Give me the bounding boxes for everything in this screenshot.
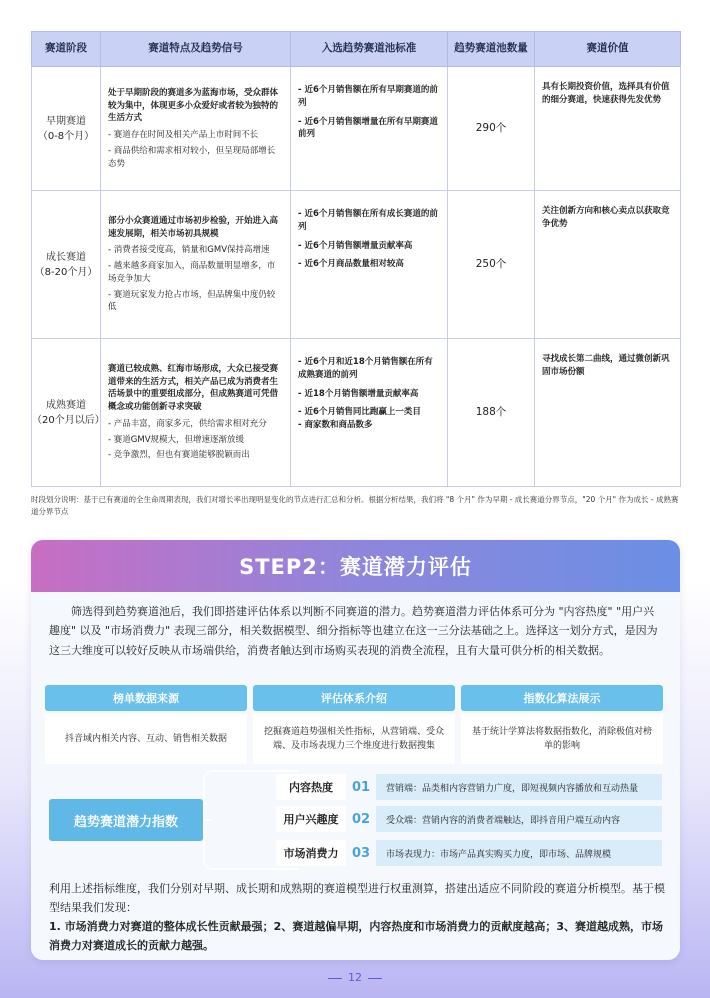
- value-cell: 关注创新方向和核心卖点以获取竞争优势: [535, 191, 681, 339]
- criteria-point: - 近6个月商品数量相对较高: [298, 259, 404, 270]
- index-name: 市场消费力: [276, 840, 346, 866]
- page-number-text: 12: [348, 971, 362, 984]
- stage-cell: [32, 191, 101, 339]
- page-dash-right: [368, 978, 382, 979]
- table-header: 趋势赛道池数量: [448, 32, 535, 67]
- pill-title: 榜单数据来源: [45, 685, 247, 711]
- table-header: 入选趋势赛道池标准: [291, 32, 448, 67]
- table-row: [32, 339, 681, 487]
- feature-point: - 赛道存在时间及相关产品上市时间不长: [108, 130, 259, 140]
- pill-body: 挖掘赛道趋势强相关性指标，从营销端、受众端、及市场表现力三个维度进行数据搜集: [253, 714, 455, 764]
- index-item: [276, 806, 662, 832]
- feature-cell: [101, 67, 291, 191]
- feature-lead: 部分小众赛道通过市场初步检验，开始进入高速发展期，相关市场初具规模: [108, 215, 279, 239]
- criteria-point: - 近6个月销售额在所有成长赛道的前列: [298, 209, 438, 232]
- feature-lead: 赛道已较成熟、红海市场形成，大众已接受赛道带来的生活方式，相关产品已成为消费者生活场景中的重要组成部分，但成熟赛道可凭借概念或功能创新寻求突破: [108, 363, 279, 413]
- feature-point: - 赛道玩家发力抢占市场，但品牌集中度仍较低: [108, 289, 276, 313]
- table-row: [32, 67, 681, 191]
- feature-point: - 赛道GMV规模大，但增速逐渐放缓: [108, 434, 245, 445]
- feature-point: - 越来越多商家加入，商品数量明显增多，市场竞争加大: [108, 261, 276, 284]
- step2-intro: 筛选得到趋势赛道池后，我们即搭建评估体系以判断不同赛道的潜力。趋势赛道潜力评估体系可分为 "内容热度" "用户兴趣度" 以及 "市场消费力" 表现三部分，相关数据模型、细分指标等也建立在这一三分法基础之上。选择这一划分方式，是因为这三大维度可以较好反映从市场端供给，消费者触达到市场购买表现的消费全流程，且有大量可供分析的相关数据。: [49, 605, 658, 657]
- index-number: 02: [351, 811, 371, 827]
- pill-title: 评估体系介绍: [253, 685, 455, 711]
- pill-title: 指数化算法展示: [461, 685, 663, 711]
- stage-range: （0-8个月）: [37, 130, 95, 142]
- table-header: 赛道特点及趋势信号: [101, 32, 291, 67]
- feature-point: - 商品供给和需求相对较小，但呈现局部增长态势: [108, 145, 276, 169]
- feature-lead: 处于早期阶段的赛道多为蓝海市场，受众群体较为集中，体现更多小众爱好或者较为独特的生活方式: [108, 87, 279, 124]
- criteria-cell: [291, 339, 448, 487]
- stage-range: （8-20个月）: [34, 266, 98, 278]
- value-cell: 具有长期投资价值，选择具有价值的细分赛道，快速获得先发优势: [535, 67, 681, 191]
- pill-body: 抖音域内相关内容、互动、销售相关数据: [45, 714, 247, 764]
- criteria-point: - 近6个月销售额增量贡献率高: [298, 240, 413, 251]
- criteria-point: - 近6个月销售额增量在所有早期赛道前列: [298, 116, 438, 140]
- info-pills: [45, 685, 663, 764]
- criteria-point: - 近6个月销售同比跑赢上一类目 - 商家数和商品数多: [298, 407, 421, 430]
- count-cell: 250个: [448, 191, 535, 339]
- feature-cell: [101, 339, 291, 487]
- criteria-cell: [291, 67, 448, 191]
- step2-conclusion: [49, 880, 669, 956]
- info-pill: [253, 685, 455, 764]
- criteria-cell: [291, 191, 448, 339]
- track-stage-table: [31, 31, 681, 487]
- criteria-point: - 近6个月和近18个月销售额在所有成熟赛道的前列: [298, 357, 433, 380]
- potential-index-label: 趋势赛道潜力指数: [49, 799, 203, 841]
- conclusion-findings: 1. 市场消费力对赛道的整体成长性贡献最强；2、赛道越偏早期，内容热度和市场消费力的贡献度越高；3、赛道越成熟，市场消费力对赛道成长的贡献力越强。: [49, 919, 663, 952]
- stage-range: （20个月以后）: [32, 414, 105, 426]
- index-name: 内容热度: [276, 774, 346, 800]
- step2-title: STEP2：赛道潜力评估: [31, 540, 680, 592]
- feature-point: - 消费者接受度高，销量和GMV保持高增速: [108, 245, 270, 256]
- feature-point: - 竞争激烈，但也有赛道能够脱颖而出: [108, 450, 250, 461]
- value-cell: 寻找成长第二曲线，通过微创新巩固市场份额: [535, 339, 681, 487]
- table-header: 赛道阶段: [32, 32, 101, 67]
- table-header-row: [32, 32, 681, 67]
- criteria-point: - 近6个月销售额在所有早期赛道的前列: [298, 85, 438, 108]
- period-note: 时段划分说明：基于已有赛道的全生命周期表现，我们对增长率出现明显变化的节点进行汇总和分析。根据分析结果，我们将 "8 个月" 作为早期 - 成长赛道分界节点，"20 个月" 作为成长 - 成熟赛道分界节点: [31, 495, 679, 516]
- feature-point: - 产品丰富，商家多元，供给需求相对充分: [108, 418, 267, 429]
- pill-body: 基于统计学算法将数据指数化，消除极值对榜单的影响: [461, 714, 663, 764]
- stage-name: 成熟赛道: [46, 399, 86, 411]
- page-number: [0, 971, 710, 984]
- conclusion-lead: 利用上述指标维度，我们分别对早期、成长期和成熟期的赛道模型进行权重测算，搭建出适应不同阶段的赛道分析模型。基于模型结果我们发现：: [49, 882, 665, 914]
- info-pill: [461, 685, 663, 764]
- count-cell: 290个: [448, 67, 535, 191]
- table-header: 赛道价值: [535, 32, 681, 67]
- page-dash-left: [328, 978, 342, 979]
- info-pill: [45, 685, 247, 764]
- criteria-point: - 近18个月销售额增量贡献率高: [298, 388, 419, 399]
- table-row: [32, 191, 681, 339]
- stage-cell: [32, 339, 105, 487]
- stage-name: 成长赛道: [46, 251, 86, 263]
- index-item: [276, 774, 662, 800]
- index-desc: 营销端：品类相内容营销力广度，即短视频内容播放和互动热量: [376, 774, 662, 800]
- index-item: [276, 840, 662, 866]
- stage-cell: [32, 67, 101, 191]
- feature-cell: [101, 191, 291, 339]
- index-desc: 受众端：营销内容的消费者端触达，即抖音用户端互动内容: [376, 806, 662, 832]
- stage-name: 早期赛道: [46, 115, 86, 127]
- index-number: 03: [351, 845, 371, 861]
- count-cell: 188个: [448, 339, 535, 487]
- step2-card: [31, 540, 680, 960]
- index-number: 01: [351, 779, 371, 795]
- index-desc: 市场表现力：市场产品真实购买力度，即市场、品牌规模: [376, 840, 662, 866]
- index-name: 用户兴趣度: [276, 806, 346, 832]
